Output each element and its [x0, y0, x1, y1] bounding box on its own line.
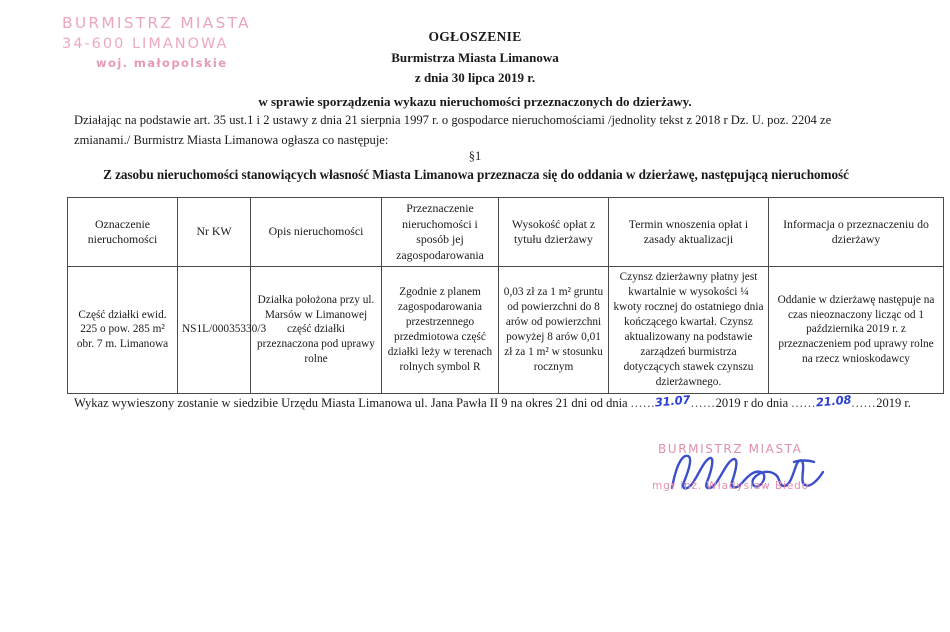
- signature-stamp-name: mgr inż. Władysław Biedo: [652, 480, 810, 492]
- table-header-oznaczenie: Oznaczenie nieruchomości: [68, 198, 178, 267]
- heading-subject: w sprawie sporządzenia wykazu nieruchomości przeznaczonych do dzierżawy.: [258, 93, 692, 109]
- cell-opis: Działka położona przy ul. Marsów w Limanowej część działki przeznaczona pod uprawy rolne: [251, 267, 382, 393]
- office-stamp-line3: woj. małopolskie: [96, 56, 228, 71]
- table-header-row: [68, 198, 944, 267]
- table-header-termin: Termin wnoszenia opłat i zasady aktualizacji: [609, 198, 769, 267]
- cell-nr-kw: NS1L/00035330/3: [178, 267, 251, 393]
- handwritten-date-to: 21.08: [815, 392, 852, 410]
- cell-termin: Czynsz dzierżawny płatny jest kwartalnie w wysokości ¼ kwoty rocznej do ostatniego dnia kończącego kwartał. Czynsz aktualizowany na podstawie zarządzeń burmistrza dotyczących stawek czynszu dzierżawnego.: [609, 267, 769, 393]
- page-title: OGŁOSZENIE: [428, 29, 522, 44]
- intro-paragraph: Działając na podstawie art. 35 ust.1 i 2 ustawy z dnia 21 sierpnia 1997 r. o gospodarce nieruchomościami /jednolity tekst z 2018 r Dz. U. poz. 2204 ze zmianami./ Burmistrz Miasta Limanowa ogłasza co następuje:: [74, 113, 832, 147]
- table-header-opis: Opis nieruchomości: [251, 198, 382, 267]
- footer-text-part2: 2019 r do dnia: [715, 396, 792, 410]
- signature-stamp-title: BURMISTRZ MIASTA: [658, 442, 803, 456]
- section-heading: Z zasobu nieruchomości stanowiących własność Miasta Limanowa przeznacza się do oddania w dzierżawę, następującą nieruchomość: [103, 167, 849, 182]
- cell-wysokosc-oplat: 0,03 zł za 1 m² gruntu od powierzchni do 8 arów od powierzchni powyżej 8 arów 0,01 zł za 1 m² w stosunku rocznym: [499, 267, 609, 393]
- property-table-wrapper: [67, 197, 935, 394]
- footer-dots-left2: ......: [690, 396, 716, 410]
- document-heading: [0, 27, 950, 113]
- signature-stamp: [648, 442, 868, 500]
- office-stamp-line1: BURMISTRZ MIASTA: [62, 14, 251, 32]
- footer-dots-right2: ......: [851, 396, 877, 410]
- footer-dots-left: ......: [630, 396, 656, 410]
- footer-text-part1: Wykaz wywieszony zostanie w siedzibie Urzędu Miasta Limanowa ul. Jana Pawła II 9 na okres 21 dni od dnia: [74, 396, 631, 410]
- table-header-informacja: Informacja o przeznaczeniu do dzierżawy: [769, 198, 944, 267]
- table-header-przeznaczenie: Przeznaczenie nieruchomości i sposób jej zagospodarowania: [382, 198, 499, 267]
- table-row: [68, 267, 944, 393]
- handwritten-date-from: 31.07: [654, 392, 692, 410]
- heading-authority: Burmistrza Miasta Limanowa: [391, 49, 559, 65]
- footer-notice: [74, 392, 911, 411]
- cell-przeznaczenie: Zgodnie z planem zagospodarowania przestrzennego przedmiotowa część działki leży w terenach rolnych symbol R: [382, 267, 499, 393]
- property-table: [67, 197, 944, 394]
- table-header-wysokosc-oplat: Wysokość opłat z tytułu dzierżawy: [499, 198, 609, 267]
- footer-dots-right: ......: [791, 396, 817, 410]
- section-mark: §1: [468, 149, 482, 163]
- table-header-nr-kw: Nr KW: [178, 198, 251, 267]
- cell-informacja: Oddanie w dzierżawę następuje na czas nieoznaczony licząc od 1 października 2019 r. z przeznaczeniem pod uprawy rolne na rzecz wnioskodawcy: [769, 267, 944, 393]
- heading-date: z dnia 30 lipca 2019 r.: [414, 70, 536, 86]
- cell-oznaczenie: Część działki ewid. 225 o pow. 285 m² obr. 7 m. Limanowa: [68, 267, 178, 393]
- office-stamp-line2: 34-600 LIMANOWA: [62, 36, 229, 53]
- footer-text-part3: 2019 r.: [876, 396, 911, 410]
